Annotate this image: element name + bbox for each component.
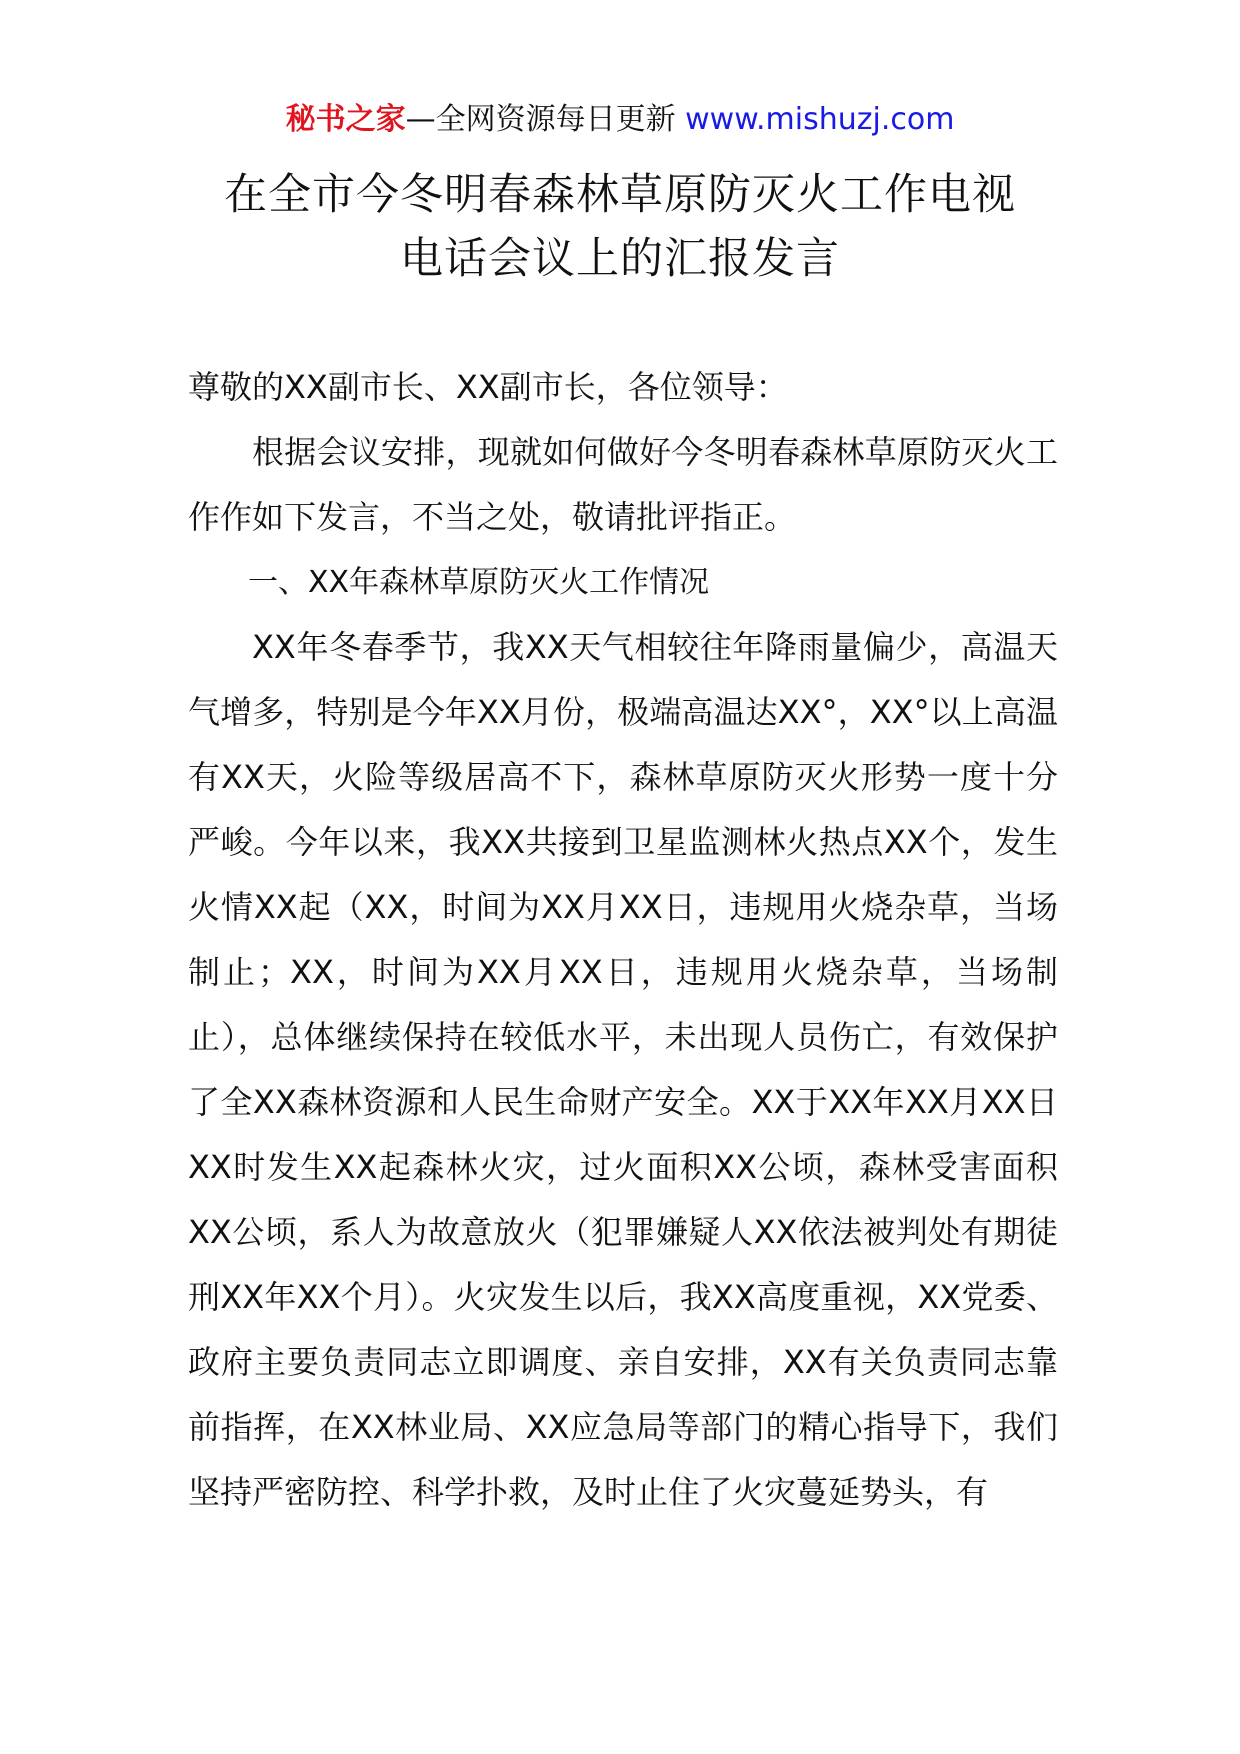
- section-heading: 一、XX年森林草原防灭火工作情况: [248, 565, 710, 600]
- header-tagline: —全网资源每日更新: [405, 102, 686, 137]
- intro-paragraph: 根据会议安排，现就如何做好今冬明春森林草原防灭火工作作如下发言，不当之处，敬请批评指正。: [188, 433, 1058, 536]
- document-body: [188, 355, 1058, 1525]
- section-paragraph: XX年冬春季节，我XX天气相较往年降雨量偏少，高温天气增多，特别是今年XX月份，极端高温达XX°，XX°以上高温有XX天，火险等级居高不下，森林草原防灭火形势一度十分严峻。今年以来，我XX共接到卫星监测林火热点XX个，发生火情XX起（XX，时间为XX月XX日，违规用火烧杂草，当场制止；XX，时间为XX月XX日，违规用火烧杂草，当场制止），总体继续保持在较低水平，未出现人员伤亡，有效保护了全XX森林资源和人民生命财产安全。XX于XX年XX月XX日XX时发生XX起森林火灾，过火面积XX公顷，森林受害面积XX公顷，系人为故意放火（犯罪嫌疑人XX依法被判处有期徒刑XX年XX个月）。火灾发生以后，我XX高度重视，XX党委、政府主要负责同志立即调度、亲自安排，XX有关负责同志靠前指挥，在XX林业局、XX应急局等部门的精心指导下，我们坚持严密防控、科学扑救，及时止住了火灾蔓延势头，有: [188, 628, 1058, 1511]
- salutation: 尊敬的XX副市长、XX副市长，各位领导：: [188, 368, 788, 406]
- site-url-link[interactable]: www.mishuzj.com: [685, 102, 955, 137]
- title-line-1: 在全市今冬明春森林草原防灭火工作电视: [224, 170, 1016, 220]
- site-header: [0, 100, 1240, 140]
- title-line-2: 电话会议上的汇报发言: [400, 234, 840, 284]
- document-title: [150, 163, 1090, 291]
- brand-name: 秘书之家: [285, 102, 406, 137]
